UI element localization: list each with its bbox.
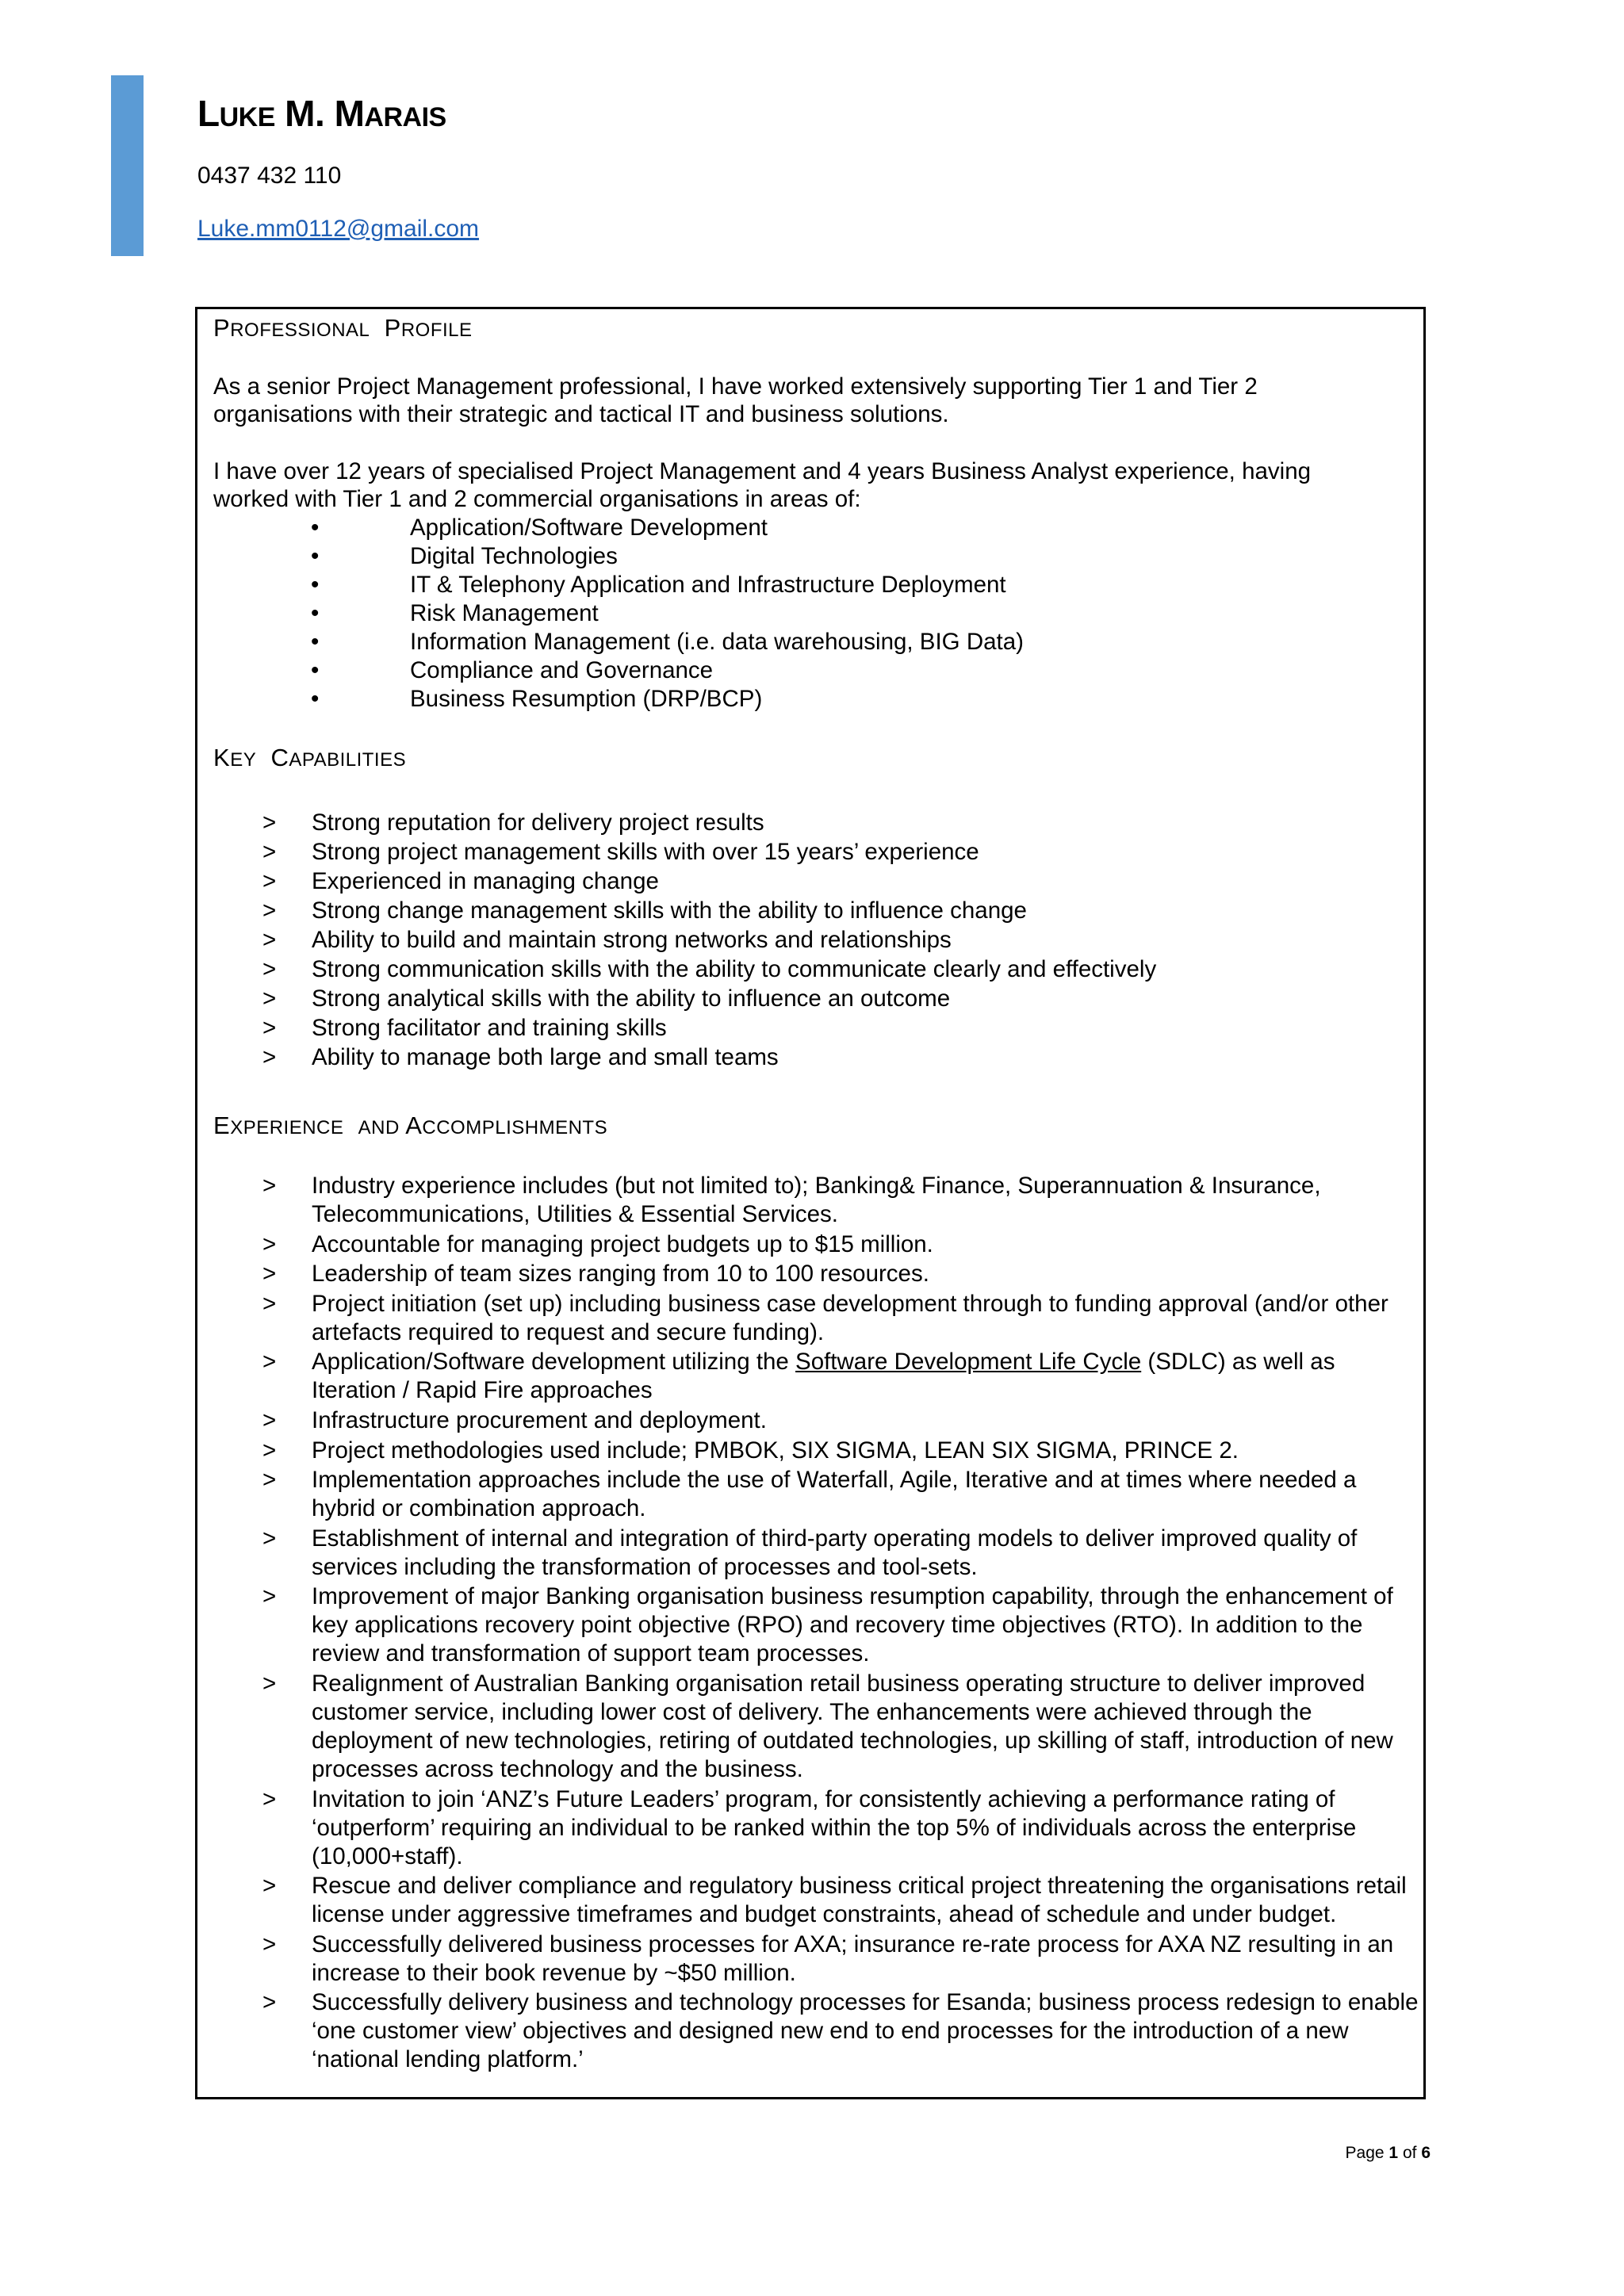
list-item: > Project initiation (set up) including business case development through to funding approval (and/or other artefacts required to request and secure funding).: [262, 1290, 1388, 1345]
list-item: > Strong project management skills with over 15 years’ experience: [262, 839, 979, 865]
list-item: > Strong facilitator and training skills: [262, 1015, 667, 1041]
list-item: > Industry experience includes (but not limited to); Banking& Finance, Superannuation & Insurance, Telecommunications, Utilities & Essential Services.: [262, 1173, 1321, 1227]
phone-number: 0437 432 110: [197, 163, 342, 189]
section-title-professional-profile: PROFESSIONAL PROFILE: [213, 314, 473, 342]
list-item: • IT & Telephony Application and Infrastructure Deployment: [311, 572, 1006, 598]
section-title-key-capabilities: KEY CAPABILITIES: [213, 744, 407, 771]
list-item: > Experienced in managing change: [262, 868, 659, 894]
profile-intro: As a senior Project Management professional, I have worked extensively supporting Tier 1 and Tier 2 organisations with their strategic and tactical IT and business solutions.: [213, 373, 1258, 427]
profile-experience: I have over 12 years of specialised Project Management and 4 years Business Analyst experience, having worked with Tier 1 and 2 commercial organisations in areas of:: [213, 458, 1312, 512]
candidate-name: LUKE M. MARAIS: [197, 93, 446, 134]
list-item: • Compliance and Governance: [311, 657, 714, 683]
list-item: > Strong analytical skills with the ability to influence an outcome: [262, 985, 951, 1012]
list-item: > Strong change management skills with the ability to influence change: [262, 897, 1027, 924]
experience-list: [213, 1172, 1419, 2076]
list-item: > Ability to manage both large and small teams: [262, 1044, 779, 1070]
capabilities-list: [213, 808, 1419, 1072]
list-item: > Successfully delivery business and technology processes for Esanda; business process redesign to enable ‘one customer view’ objectives and designed new end to end processes for the introduction of a new ‘national lending platform.’: [262, 1989, 1419, 2073]
list-item: > Leadership of team sizes ranging from 10 to 100 resources.: [262, 1261, 929, 1288]
email-link[interactable]: Luke.mm0112@gmail.com: [197, 216, 480, 242]
section-title-experience: EXPERIENCE AND ACCOMPLISHMENTS: [213, 1112, 608, 1139]
list-item: > Infrastructure procurement and deployment.: [262, 1406, 767, 1433]
list-item: > Establishment of internal and integration of third-party operating models to deliver improved quality of services including the transformation of processes and tool-sets.: [262, 1525, 1358, 1580]
list-item: • Business Resumption (DRP/BCP): [311, 686, 763, 712]
list-item: > Application/Software development utilizing the Software Development Life Cycle (SDLC) as well as Iteration / Rapid Fire approaches: [262, 1349, 1335, 1404]
list-item: > Successfully delivered business processes for AXA; insurance re-rate process for AXA NZ resulting in an increase to their book revenue by ~$50 million.: [262, 1931, 1394, 1986]
list-item: > Strong reputation for delivery project results: [262, 809, 764, 836]
accent-bar: [111, 75, 144, 256]
list-item: > Improvement of major Banking organisation business resumption capability, through the enhancement of key applications recovery point objective (RPO) and recovery time objectives (RTO). In addition to the review and transformation of support team processes.: [262, 1583, 1393, 1667]
list-item: > Implementation approaches include the use of Waterfall, Agile, Iterative and at times where needed a hybrid or combination approach.: [262, 1467, 1357, 1522]
list-item: > Realignment of Australian Banking organisation retail business operating structure to deliver improved customer service, including lower cost of delivery. The enhancements were achieved through the deployment of new technologies, retiring of outdated technologies, up skilling of staff, introduction of new processes across technology and the business.: [262, 1670, 1393, 1782]
list-item: > Project methodologies used include; PMBOK, SIX SIGMA, LEAN SIX SIGMA, PRINCE 2.: [262, 1437, 1239, 1464]
list-item: > Accountable for managing project budgets up to $15 million.: [262, 1230, 933, 1257]
list-item: • Risk Management: [311, 600, 599, 626]
list-item: • Information Management (i.e. data warehousing, BIG Data): [311, 629, 1024, 655]
areas-list: [213, 514, 1024, 714]
page-number: Page 1 of 6: [1345, 2144, 1431, 2162]
list-item: • Digital Technologies: [311, 543, 618, 569]
list-item: > Rescue and deliver compliance and regulatory business critical project threatening the organisations retail license under aggressive timeframes and budget constraints, ahead of schedule and under budget.: [262, 1873, 1407, 1928]
list-item: • Application/Software Development: [311, 515, 768, 541]
sdlc-link[interactable]: Software Development Life Cycle: [795, 1349, 1142, 1376]
list-item: > Invitation to join ‘ANZ’s Future Leaders’ program, for consistently achieving a performance rating of ‘outperform’ requiring an individual to be ranked within the top 5% of individuals across the enterprise (10,000+staff).: [262, 1785, 1357, 1869]
list-item: > Strong communication skills with the ability to communicate clearly and effectively: [262, 956, 1157, 982]
list-item: > Ability to build and maintain strong networks and relationships: [262, 927, 952, 953]
